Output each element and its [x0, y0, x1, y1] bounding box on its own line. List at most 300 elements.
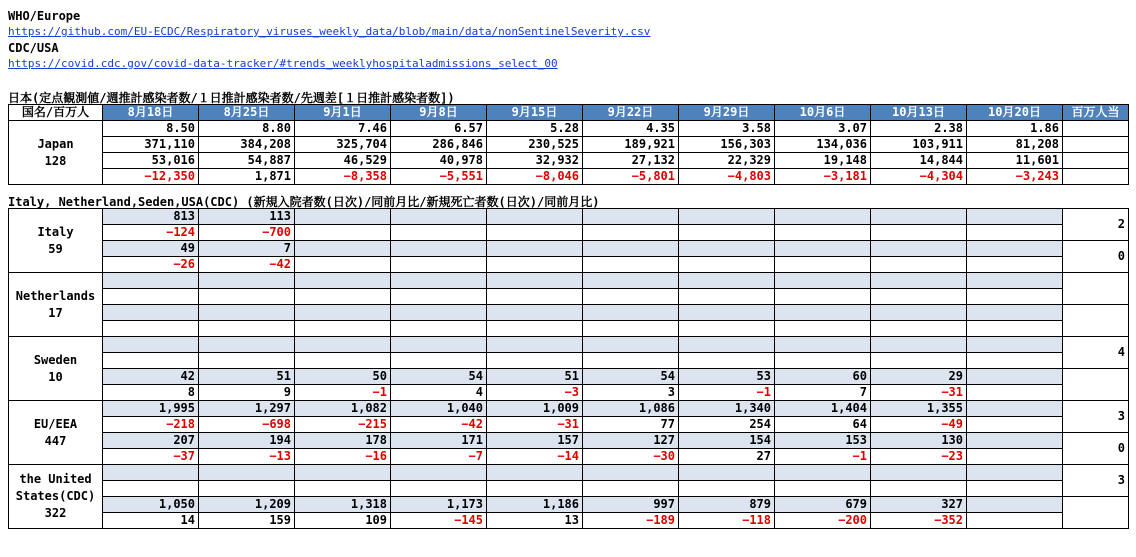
data-cell: −118 [679, 513, 775, 529]
data-cell: 127 [583, 433, 679, 449]
data-cell: 8 [103, 385, 199, 401]
data-cell: 1,086 [583, 401, 679, 417]
data-cell [967, 497, 1063, 513]
data-cell: 77 [583, 417, 679, 433]
data-cell: 27,132 [583, 153, 679, 169]
data-cell: 49 [103, 241, 199, 257]
data-cell [103, 273, 199, 289]
data-cell [871, 273, 967, 289]
column-header-date: 10月20日 [967, 105, 1063, 121]
data-cell: −16 [295, 449, 391, 465]
data-cell [871, 241, 967, 257]
data-cell [679, 353, 775, 369]
data-cell [679, 305, 775, 321]
data-cell [967, 369, 1063, 385]
per-million-cell [1063, 121, 1129, 137]
column-header-date: 10月13日 [871, 105, 967, 121]
data-cell: 8.80 [199, 121, 295, 137]
data-cell [199, 481, 295, 497]
data-cell [583, 273, 679, 289]
data-cell [487, 321, 583, 337]
column-header-date: 9月1日 [295, 105, 391, 121]
data-cell: 11,601 [967, 153, 1063, 169]
table-row [9, 241, 1129, 257]
table-row [9, 449, 1129, 465]
data-cell: 53,016 [103, 153, 199, 169]
data-cell [871, 465, 967, 481]
table-row [9, 153, 1129, 169]
data-cell [103, 353, 199, 369]
data-cell: 2.38 [871, 121, 967, 137]
data-cell [583, 305, 679, 321]
data-cell: 4 [391, 385, 487, 401]
data-cell: 46,529 [295, 153, 391, 169]
data-cell: 1,297 [199, 401, 295, 417]
data-cell: 109 [295, 513, 391, 529]
data-cell: −31 [487, 417, 583, 433]
data-cell: −215 [295, 417, 391, 433]
table-row [9, 209, 1129, 225]
column-header-date: 10月6日 [775, 105, 871, 121]
data-cell: 13 [487, 513, 583, 529]
data-cell: −26 [103, 257, 199, 273]
country-name: Japan [37, 136, 74, 151]
data-cell: 997 [583, 497, 679, 513]
column-header-per-million: 百万人当 [1063, 105, 1129, 121]
data-cell: −3,181 [775, 169, 871, 185]
data-cell [967, 385, 1063, 401]
data-cell [967, 305, 1063, 321]
data-cell: 1,355 [871, 401, 967, 417]
data-cell: 327 [871, 497, 967, 513]
table-row [9, 481, 1129, 497]
data-cell: −31 [871, 385, 967, 401]
data-cell: −3 [487, 385, 583, 401]
data-cell: −42 [391, 417, 487, 433]
data-cell: 27 [679, 449, 775, 465]
data-cell: 134,036 [775, 137, 871, 153]
data-cell: 1,871 [199, 169, 295, 185]
data-cell: 113 [199, 209, 295, 225]
data-cell [967, 465, 1063, 481]
data-cell: −30 [583, 449, 679, 465]
data-cell: 1,082 [295, 401, 391, 417]
data-cell: 14 [103, 513, 199, 529]
data-cell: 9 [199, 385, 295, 401]
data-cell: 194 [199, 433, 295, 449]
data-cell: 1,050 [103, 497, 199, 513]
per-million-cell [1063, 137, 1129, 153]
data-cell [775, 273, 871, 289]
data-cell [679, 465, 775, 481]
data-cell: −13 [199, 449, 295, 465]
column-header-date: 8月25日 [199, 105, 295, 121]
data-cell [391, 481, 487, 497]
data-cell [967, 449, 1063, 465]
data-cell: −14 [487, 449, 583, 465]
table-row [9, 513, 1129, 529]
data-cell: −1 [295, 385, 391, 401]
table-row [9, 369, 1129, 385]
data-cell [871, 321, 967, 337]
data-cell [775, 321, 871, 337]
data-cell [487, 209, 583, 225]
data-cell [391, 289, 487, 305]
data-cell [391, 305, 487, 321]
country-name: EU/EEA [33, 416, 78, 431]
data-cell [679, 257, 775, 273]
data-cell: −1 [775, 449, 871, 465]
per-million-cell: 0 [1063, 241, 1129, 273]
per-million-cell: 3 [1063, 401, 1129, 433]
table-row [9, 497, 1129, 513]
data-cell [487, 257, 583, 273]
data-cell [199, 305, 295, 321]
data-cell: 51 [487, 369, 583, 385]
data-cell [775, 225, 871, 241]
data-cell [775, 257, 871, 273]
data-cell [679, 481, 775, 497]
data-cell [583, 321, 679, 337]
data-cell: 1,009 [487, 401, 583, 417]
data-cell: 53 [679, 369, 775, 385]
data-cell [583, 465, 679, 481]
data-cell [679, 225, 775, 241]
column-header-date: 9月29日 [679, 105, 775, 121]
data-cell: 50 [295, 369, 391, 385]
data-cell: 6.57 [391, 121, 487, 137]
data-cell [391, 257, 487, 273]
data-cell: −7 [391, 449, 487, 465]
data-cell: 1,995 [103, 401, 199, 417]
data-cell [775, 353, 871, 369]
table-row [9, 321, 1129, 337]
data-cell [967, 337, 1063, 353]
data-cell: 230,525 [487, 137, 583, 153]
data-cell: 1,173 [391, 497, 487, 513]
data-cell [871, 289, 967, 305]
table-row [9, 273, 1129, 289]
data-cell [967, 321, 1063, 337]
column-header-date: 9月15日 [487, 105, 583, 121]
data-cell [871, 353, 967, 369]
data-cell: 157 [487, 433, 583, 449]
data-cell [775, 481, 871, 497]
data-cell [583, 225, 679, 241]
data-cell [775, 209, 871, 225]
data-cell: 54 [391, 369, 487, 385]
data-cell: 1,318 [295, 497, 391, 513]
data-cell: 60 [775, 369, 871, 385]
data-cell [295, 225, 391, 241]
data-cell [295, 257, 391, 273]
column-header-date: 8月18日 [103, 105, 199, 121]
data-cell: 54,887 [199, 153, 295, 169]
data-cell: 103,911 [871, 137, 967, 153]
data-cell [391, 337, 487, 353]
per-million-cell: 4 [1063, 337, 1129, 369]
data-cell: 5.28 [487, 121, 583, 137]
data-cell [295, 337, 391, 353]
table-row [9, 137, 1129, 153]
data-cell [199, 353, 295, 369]
data-cell: −5,551 [391, 169, 487, 185]
data-cell [295, 209, 391, 225]
data-cell [487, 289, 583, 305]
per-million-cell [1063, 153, 1129, 169]
data-cell: 81,208 [967, 137, 1063, 153]
data-cell [487, 273, 583, 289]
table-row [9, 385, 1129, 401]
source-label-cdc: CDC/USA [8, 41, 59, 55]
data-cell [487, 465, 583, 481]
data-cell: −49 [871, 417, 967, 433]
data-cell: 153 [775, 433, 871, 449]
data-cell [487, 305, 583, 321]
data-cell: −4,803 [679, 169, 775, 185]
source-label-who: WHO/Europe [8, 9, 81, 23]
data-cell [967, 257, 1063, 273]
japan-table-title: 日本(定点観測値/週推計感染者数/１日推計感染者数/先週差[１日推計感染者数]) [8, 91, 455, 105]
data-cell [967, 241, 1063, 257]
data-cell [487, 337, 583, 353]
data-cell [487, 481, 583, 497]
data-cell [199, 465, 295, 481]
data-cell: 286,846 [391, 137, 487, 153]
europe-usa-table-title: Italy, Netherland,Seden,USA(CDC) (新規入院者数(日次)/同前月比/新規死亡者数(日次)/同前月比) [8, 195, 600, 209]
data-cell: −23 [871, 449, 967, 465]
data-cell [295, 481, 391, 497]
data-cell [967, 481, 1063, 497]
data-cell [199, 321, 295, 337]
data-cell [391, 241, 487, 257]
data-cell: 3 [583, 385, 679, 401]
country-name-cell [9, 209, 103, 273]
table-row [9, 401, 1129, 417]
table-row [9, 417, 1129, 433]
data-cell: −124 [103, 225, 199, 241]
per-million-cell: 0 [1063, 433, 1129, 465]
japan-table [8, 104, 1129, 185]
table-row [9, 121, 1129, 137]
data-cell: −352 [871, 513, 967, 529]
data-cell [295, 289, 391, 305]
data-cell: 19,148 [775, 153, 871, 169]
table-row [9, 433, 1129, 449]
data-cell: 4.35 [583, 121, 679, 137]
data-cell [775, 465, 871, 481]
country-name: Italy [37, 224, 74, 239]
data-cell [103, 321, 199, 337]
data-cell [967, 225, 1063, 241]
country-population: 17 [48, 305, 63, 320]
data-cell: 1,040 [391, 401, 487, 417]
data-cell: −8,358 [295, 169, 391, 185]
country-population: 10 [48, 369, 63, 384]
data-cell: 3.07 [775, 121, 871, 137]
data-cell: 3.58 [679, 121, 775, 137]
data-cell [103, 481, 199, 497]
country-name-cell [9, 121, 103, 185]
data-cell: 40,978 [391, 153, 487, 169]
data-cell [583, 289, 679, 305]
table-header-row [9, 105, 1129, 121]
country-name-cell [9, 337, 103, 401]
column-header-country: 国名/百万人 [9, 105, 103, 121]
data-cell [487, 225, 583, 241]
data-cell: 154 [679, 433, 775, 449]
data-cell: 1,209 [199, 497, 295, 513]
data-cell: −189 [583, 513, 679, 529]
per-million-cell [1063, 369, 1129, 401]
data-cell [391, 353, 487, 369]
table-row [9, 337, 1129, 353]
data-cell: 32,932 [487, 153, 583, 169]
data-cell: 42 [103, 369, 199, 385]
data-cell: −42 [199, 257, 295, 273]
data-cell: 7.46 [295, 121, 391, 137]
data-cell [967, 353, 1063, 369]
data-cell: −145 [391, 513, 487, 529]
country-population: 322 [44, 506, 67, 520]
data-cell: 1,404 [775, 401, 871, 417]
data-cell: −4,304 [871, 169, 967, 185]
data-cell: −200 [775, 513, 871, 529]
table-row [9, 289, 1129, 305]
data-cell [103, 305, 199, 321]
data-cell [583, 337, 679, 353]
data-cell: −698 [199, 417, 295, 433]
data-cell: 156,303 [679, 137, 775, 153]
data-cell [391, 465, 487, 481]
per-million-cell: 3 [1063, 465, 1129, 497]
data-cell [679, 209, 775, 225]
data-cell [391, 321, 487, 337]
data-cell: 813 [103, 209, 199, 225]
source-link-cdc[interactable]: https://covid.cdc.gov/covid-data-tracker/#trends_weeklyhospitaladmissions_select_00 [8, 57, 558, 70]
data-cell [583, 481, 679, 497]
data-cell: 679 [775, 497, 871, 513]
table-row [9, 465, 1129, 481]
data-cell [103, 465, 199, 481]
data-cell: 130 [871, 433, 967, 449]
data-cell: 171 [391, 433, 487, 449]
data-cell: 178 [295, 433, 391, 449]
data-cell: 64 [775, 417, 871, 433]
data-cell [679, 321, 775, 337]
data-cell [199, 337, 295, 353]
country-population: 59 [48, 241, 63, 256]
data-cell: 1,186 [487, 497, 583, 513]
data-cell: 29 [871, 369, 967, 385]
data-cell [295, 241, 391, 257]
table-row [9, 257, 1129, 273]
data-cell [199, 273, 295, 289]
table-row [9, 225, 1129, 241]
data-cell [487, 241, 583, 257]
data-cell [583, 353, 679, 369]
data-cell [679, 241, 775, 257]
data-cell [871, 305, 967, 321]
per-million-cell [1063, 305, 1129, 337]
data-cell [967, 513, 1063, 529]
column-header-date: 9月8日 [391, 105, 487, 121]
data-cell [967, 401, 1063, 417]
data-cell: 51 [199, 369, 295, 385]
country-name: the United States(CDC) [15, 472, 96, 503]
data-cell [871, 481, 967, 497]
country-name: Netherlands [15, 288, 96, 303]
data-cell [967, 209, 1063, 225]
country-name: Sweden [33, 352, 78, 367]
data-cell: −3,243 [967, 169, 1063, 185]
data-cell: 22,329 [679, 153, 775, 169]
per-million-cell [1063, 497, 1129, 529]
source-link-who[interactable]: https://github.com/EU-ECDC/Respiratory_viruses_weekly_data/blob/main/data/nonSentinelSeverity.csv [8, 25, 651, 38]
data-cell: −12,350 [103, 169, 199, 185]
data-cell [871, 257, 967, 273]
data-cell: 54 [583, 369, 679, 385]
data-cell: 7 [775, 385, 871, 401]
data-cell [583, 257, 679, 273]
data-cell [775, 337, 871, 353]
country-population: 128 [44, 153, 67, 168]
data-cell: 371,110 [103, 137, 199, 153]
data-cell: −5,801 [583, 169, 679, 185]
data-cell [775, 241, 871, 257]
data-cell: 325,704 [295, 137, 391, 153]
data-cell [679, 289, 775, 305]
data-cell [679, 337, 775, 353]
table-row [9, 305, 1129, 321]
data-cell [295, 305, 391, 321]
data-cell: 14,844 [871, 153, 967, 169]
data-cell: 159 [199, 513, 295, 529]
data-cell [871, 225, 967, 241]
data-cell [775, 305, 871, 321]
data-cell [583, 209, 679, 225]
data-cell: −37 [103, 449, 199, 465]
data-cell [295, 321, 391, 337]
data-cell [103, 337, 199, 353]
data-cell: 7 [199, 241, 295, 257]
data-cell [295, 273, 391, 289]
data-cell: 207 [103, 433, 199, 449]
data-cell [103, 289, 199, 305]
data-cell [679, 273, 775, 289]
data-cell [391, 209, 487, 225]
data-cell [295, 465, 391, 481]
data-cell [199, 289, 295, 305]
data-cell: 1,340 [679, 401, 775, 417]
table-row [9, 353, 1129, 369]
per-million-cell: 2 [1063, 209, 1129, 241]
per-million-cell [1063, 169, 1129, 185]
data-cell [391, 225, 487, 241]
data-cell [967, 433, 1063, 449]
data-cell: −218 [103, 417, 199, 433]
data-cell [967, 273, 1063, 289]
data-cell [295, 353, 391, 369]
data-cell [583, 241, 679, 257]
data-cell: 8.50 [103, 121, 199, 137]
column-header-date: 9月22日 [583, 105, 679, 121]
data-cell [967, 417, 1063, 433]
data-cell: −8,046 [487, 169, 583, 185]
data-cell [871, 209, 967, 225]
country-name-cell [9, 465, 103, 529]
data-cell [487, 353, 583, 369]
